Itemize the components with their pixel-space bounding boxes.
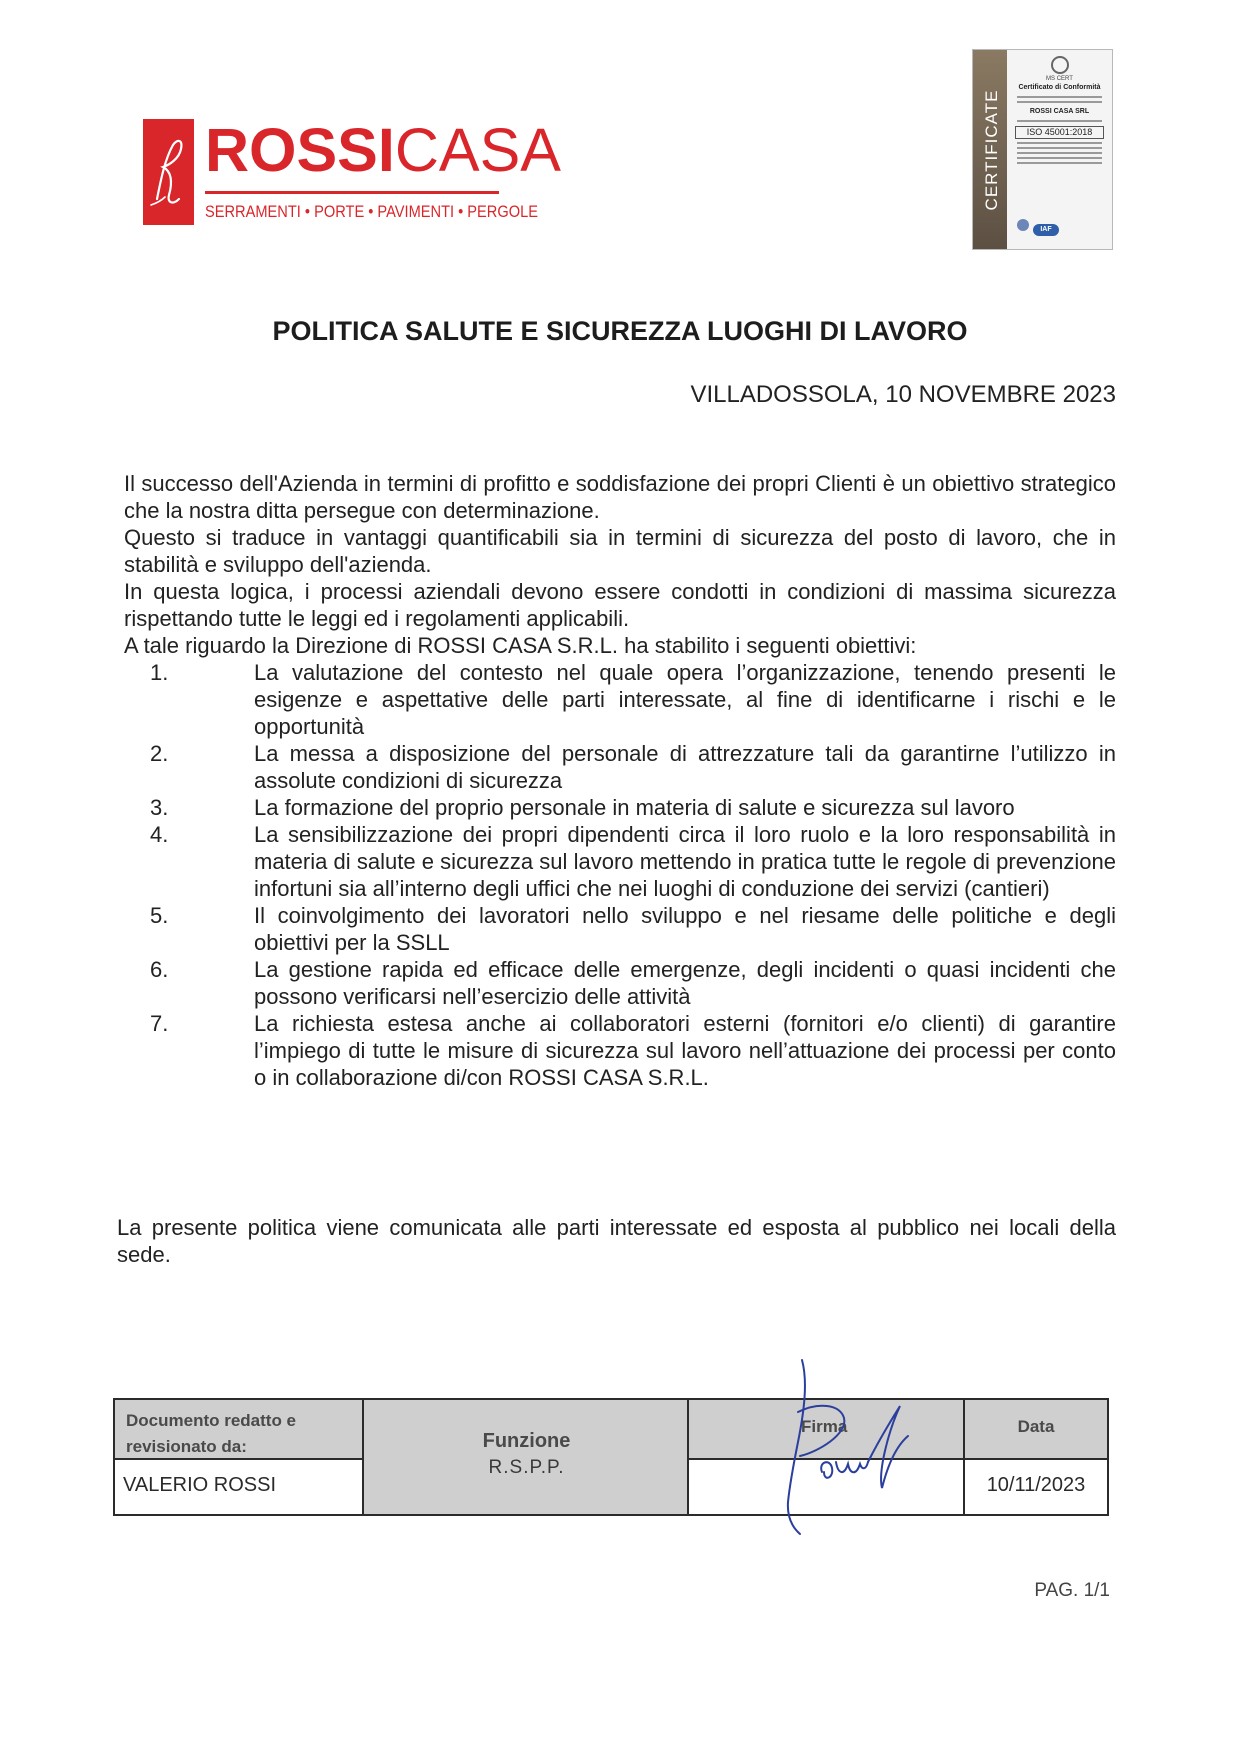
list-text: La valutazione del contesto nel quale opera l’organizzazione, tenendo presenti le esigenze e aspettative delle parti interessate, al fine di identificarne i rischi e le opportunità: [254, 660, 1116, 739]
signoff-table: [113, 1398, 1109, 1516]
signature-value-cell: [689, 1460, 965, 1514]
function-header: Funzione: [482, 1430, 571, 1452]
document-title: POLITICA SALUTE E SICUREZZA LUOGHI DI LAVORO: [272, 316, 968, 346]
list-item: [124, 956, 1116, 1010]
paragraph: A tale riguardo la Direzione di ROSSI CASA S.R.L. ha stabilito i seguenti obiettivi:: [124, 633, 917, 658]
list-number: 4.: [150, 822, 169, 847]
signature-header: Firma: [801, 1417, 848, 1436]
company-logo: [143, 116, 561, 227]
list-item: [124, 821, 1116, 902]
list-item: [124, 1010, 1116, 1091]
author-value-cell: [115, 1460, 364, 1514]
brand-name-light: CASA: [394, 116, 561, 184]
list-item: [124, 794, 1116, 821]
certificate-standard: ISO 45001:2018: [1015, 126, 1104, 139]
list-number: 2.: [150, 741, 169, 766]
certificate-seal-text: MS CERT: [1046, 76, 1073, 82]
list-item: [124, 659, 1116, 740]
author-name: VALERIO ROSSI: [123, 1474, 277, 1496]
certificate-band: [973, 50, 1007, 249]
date-header: Data: [1017, 1417, 1055, 1436]
certificate-title: Certificato di Conformità: [1018, 84, 1101, 91]
brand-tagline: SERRAMENTI • PORTE • PAVIMENTI • PERGOLE: [205, 202, 538, 221]
author-header-cell: [115, 1400, 364, 1460]
paragraph: In questa logica, i processi aziendali devono essere condotti in condizioni di massima sicurezza rispettando tutte le leggi ed i regolamenti applicabili.: [124, 579, 1116, 631]
accreditation-icon: [1017, 219, 1029, 231]
list-text: Il coinvolgimento dei lavoratori nello sviluppo e nel riesame delle politiche e degli obiettivi per la SSLL: [254, 903, 1116, 955]
certificate-company: ROSSI CASA SRL: [1029, 108, 1090, 115]
list-text: La messa a disposizione del personale di attrezzature tali da garantirne l’utilizzo in assolute condizioni di sicurezza: [254, 741, 1116, 793]
certificate-body: [1009, 54, 1110, 167]
list-number: 7.: [150, 1011, 169, 1036]
list-text: La sensibilizzazione dei propri dipendenti circa il loro ruolo e la loro responsabilità in materia di salute e sicurezza sul lavoro mettendo in pratica tutte le regole di prevenzione infortuni sia all’interno degli uffici che nei luoghi di conduzione dei servizi (cantieri): [254, 822, 1116, 901]
certificate-fine-print: [1009, 96, 1110, 103]
author-header: Documento redatto e revisionato da:: [126, 1411, 297, 1456]
certificate-accreditation-logos: [1017, 218, 1059, 236]
list-number: 1.: [150, 660, 169, 685]
iaf-badge: IAF: [1033, 224, 1059, 236]
list-number: 6.: [150, 957, 169, 982]
objectives-list: [124, 659, 1116, 1091]
brand-name-bold: ROSSI: [205, 116, 395, 184]
list-item: [124, 740, 1116, 794]
signature-header-cell: [689, 1400, 965, 1460]
date-value-cell: [965, 1460, 1107, 1514]
brand-divider: [205, 191, 499, 194]
logo-monogram-icon: [143, 119, 194, 225]
closing-statement: La presente politica viene comunicata alle parti interessate ed esposta al pubblico nei locali della sede.: [117, 1215, 1116, 1267]
place-and-date: VILLADOSSOLA, 10 NOVEMBRE 2023: [690, 381, 1116, 408]
certificate-band-label: CERTIFICATE: [982, 89, 1001, 211]
brand-name: [205, 115, 561, 185]
paragraph: Il successo dell'Azienda in termini di profitto e soddisfazione dei propri Clienti è un obiettivo strategico che la nostra ditta persegue con determinazione.: [124, 471, 1116, 523]
certificate-fine-print-2: [1009, 120, 1110, 122]
list-text: La richiesta estesa anche ai collaboratori esterni (fornitori e/o clienti) di garantire l’impiego di tutte le misure di sicurezza sul lavoro nell’attuazione dei processi per conto o in collaborazione di/con ROSSI CASA S.R.L.: [254, 1011, 1116, 1090]
list-number: 3.: [150, 795, 169, 820]
list-text: La formazione del proprio personale in materia di salute e sicurezza sul lavoro: [254, 795, 1015, 820]
function-value: R.S.P.P.: [488, 1457, 565, 1478]
function-cell: [364, 1400, 689, 1514]
list-item: [124, 902, 1116, 956]
list-text: La gestione rapida ed efficace delle emergenze, degli incidenti o quasi incidenti che possono verificarsi nell’esercizio delle attività: [254, 957, 1116, 1009]
iso-certificate-thumbnail: [972, 49, 1113, 250]
date-header-cell: [965, 1400, 1107, 1460]
list-number: 5.: [150, 903, 169, 928]
policy-body: [124, 470, 1116, 1091]
page-number: PAG. 1/1: [1034, 1580, 1110, 1601]
logo-mark: [143, 119, 194, 225]
date-value: 10/11/2023: [986, 1474, 1086, 1496]
certificate-seal-icon: [1051, 56, 1069, 74]
certificate-fine-print-3: [1009, 142, 1110, 164]
paragraph: Questo si traduce in vantaggi quantificabili sia in termini di sicurezza del posto di lavoro, che in stabilità e sviluppo dell'azienda.: [124, 525, 1116, 577]
